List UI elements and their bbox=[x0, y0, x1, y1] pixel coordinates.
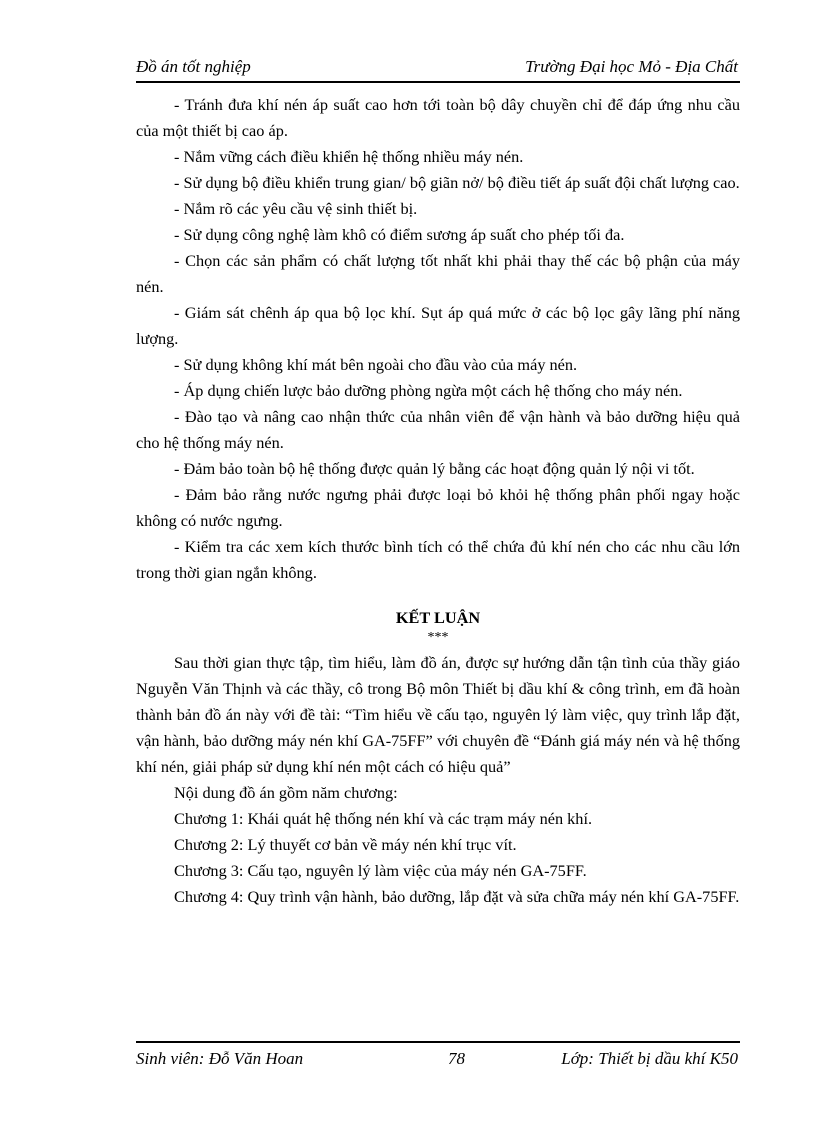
chapter-item: Chương 2: Lý thuyết cơ bản về máy nén khí trục vít. bbox=[174, 835, 517, 854]
footer-class-name: Lớp: Thiết bị dầu khí K50 bbox=[561, 1049, 738, 1068]
conclusion-intro-paragraph: Sau thời gian thực tập, tìm hiểu, làm đồ án, được sự hướng dẫn tận tình của thầy giáo Nguyễn Văn Thịnh và các thầy, cô trong Bộ môn Thiết bị dầu khí & công trình, em đã hoàn thành bản đồ án này với đề tài: “Tìm hiểu về cấu tạo, nguyên lý làm việc, quy trình lắp đặt, vận hành, bảo dưỡng máy nén khí GA-75FF” với chuyên đề “Đánh giá máy nén và hệ thống khí nén, giải pháp sử dụng khí nén một cách có hiệu quả” bbox=[136, 653, 740, 776]
bullet-paragraph: - Đảm bảo rằng nước ngưng phải được loại bỏ khỏi hệ thống phân phối ngay hoặc không có nước ngưng. bbox=[136, 485, 740, 530]
footer-student-name: Sinh viên: Đỗ Văn Hoan bbox=[136, 1049, 304, 1068]
bullet-paragraph: - Chọn các sản phẩm có chất lượng tốt nhất khi phải thay thế các bộ phận của máy nén. bbox=[136, 251, 740, 296]
chapter-item: Chương 4: Quy trình vận hành, bảo dưỡng, lắp đặt và sửa chữa máy nén khí GA-75FF. bbox=[174, 887, 740, 906]
header-document-type: Đồ án tốt nghiệp bbox=[136, 57, 251, 76]
section-title: KẾT LUẬN bbox=[395, 608, 481, 627]
page-content bbox=[136, 92, 740, 910]
bullet-paragraph: - Sử dụng bộ điều khiển trung gian/ bộ giãn nở/ bộ điều tiết áp suất đội chất lượng cao. bbox=[174, 173, 740, 192]
bullet-paragraph: - Kiểm tra các xem kích thước bình tích có thể chứa đủ khí nén cho các nhu cầu lớn trong thời gian ngắn không. bbox=[136, 537, 740, 582]
section-divider-stars: *** bbox=[427, 630, 449, 645]
header-university: Trường Đại học Mỏ - Địa Chất bbox=[525, 57, 738, 76]
bullet-paragraph: - Giám sát chênh áp qua bộ lọc khí. Sụt áp quá mức ở các bộ lọc gây lãng phí năng lượng. bbox=[136, 303, 740, 348]
bullet-paragraph: - Sử dụng công nghệ làm khô có điểm sương áp suất cho phép tối đa. bbox=[174, 225, 625, 244]
chapter-item: Chương 1: Khái quát hệ thống nén khí và các trạm máy nén khí. bbox=[174, 809, 593, 828]
bullet-paragraph: - Áp dụng chiến lược bảo dưỡng phòng ngừa một cách hệ thống cho máy nén. bbox=[174, 381, 683, 400]
chapter-item: Chương 3: Cấu tạo, nguyên lý làm việc của máy nén GA-75FF. bbox=[174, 861, 587, 880]
page-header bbox=[136, 55, 740, 83]
page-footer bbox=[136, 1041, 740, 1073]
bullet-paragraph: - Đào tạo và nâng cao nhận thức của nhân viên để vận hành và bảo dưỡng hiệu quả cho hệ thống máy nén. bbox=[136, 407, 740, 452]
page-number: 78 bbox=[448, 1049, 465, 1068]
bullet-paragraph: - Sử dụng không khí mát bên ngoài cho đầu vào của máy nén. bbox=[174, 355, 578, 374]
bullet-paragraph: - Tránh đưa khí nén áp suất cao hơn tới toàn bộ dây chuyền chỉ để đáp ứng nhu cầu của một thiết bị cao áp. bbox=[136, 95, 740, 140]
bullet-paragraph: - Nắm vững cách điều khiển hệ thống nhiều máy nén. bbox=[174, 147, 524, 166]
bullet-paragraph: - Đảm bảo toàn bộ hệ thống được quản lý bằng các hoạt động quản lý nội vi tốt. bbox=[174, 459, 695, 478]
content-intro-paragraph: Nội dung đồ án gồm năm chương: bbox=[174, 783, 398, 802]
bullet-paragraph: - Nắm rõ các yêu cầu vệ sinh thiết bị. bbox=[174, 199, 418, 218]
